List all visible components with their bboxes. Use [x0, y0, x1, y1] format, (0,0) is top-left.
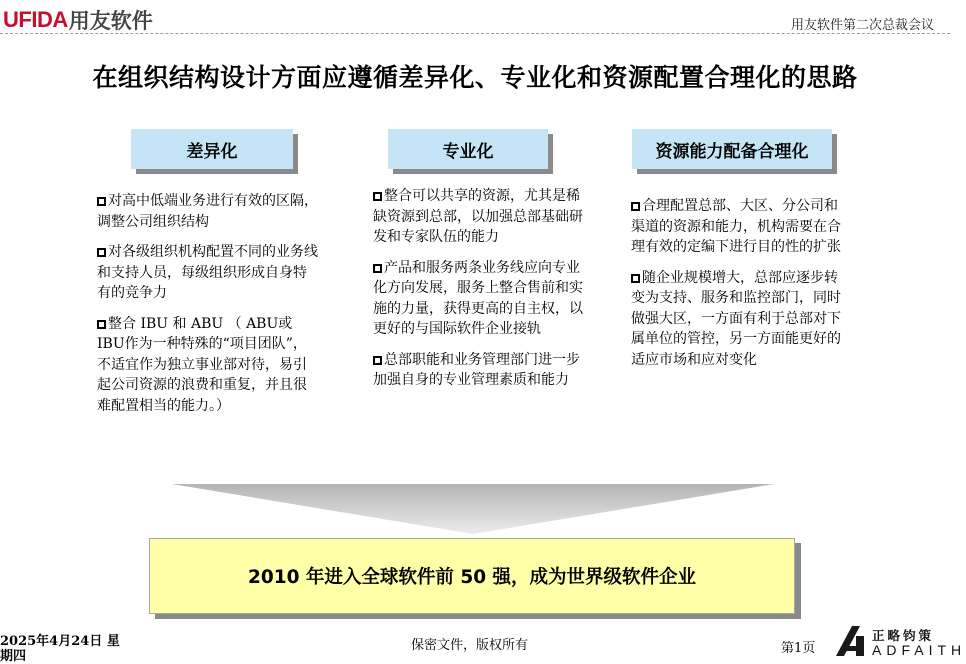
- heading-specialization: 专业化: [388, 129, 548, 169]
- bullet-item: 对各级组织机构配置不同的业务线和支持人员，每级组织形成自身特有的竞争力: [97, 244, 318, 301]
- brand-cn-text: 正略钧策: [872, 628, 935, 643]
- brand-en-text: ADFAITH: [872, 642, 966, 658]
- footer-date: 2025年4月24日 星期四: [0, 634, 120, 664]
- adfaith-logo: [830, 624, 966, 658]
- bullet-item: 合理配置总部、大区、分公司和渠道的资源和能力，机构需要在合理有效的定编下进行目的性的扩张: [631, 198, 841, 255]
- header-divider: [0, 33, 950, 34]
- checkbox-bullet-icon: [97, 197, 106, 206]
- checkbox-bullet-icon: [97, 248, 106, 257]
- checkbox-bullet-icon: [631, 202, 640, 211]
- bullet-item: 对高中低端业务进行有效的区隔，调整公司组织结构: [97, 193, 318, 230]
- bullet-item: 整合可以共享的资源，尤其是稀缺资源到总部，以加强总部基础研发和专家队伍的能力: [373, 188, 583, 245]
- logo-latin-text: UFIDA: [3, 7, 68, 32]
- page-number: 第1页: [781, 641, 816, 656]
- checkbox-bullet-icon: [97, 320, 106, 329]
- goal-text: 2010 年进入全球软件前 50 强，成为世界级软件企业: [247, 567, 697, 588]
- checkbox-bullet-icon: [373, 192, 382, 201]
- checkbox-bullet-icon: [373, 356, 382, 365]
- column-resource-allocation: [631, 196, 841, 380]
- bullet-item: 整合 IBU 和 ABU （ ABU或IBU作为一种特殊的“项目团队”，不适宜作为独立事业部对待，易引起公司资源的浪费和重复，并且很难配置相当的能力。）: [97, 315, 307, 414]
- goal-banner: [149, 538, 795, 614]
- checkbox-bullet-icon: [631, 274, 640, 283]
- adfaith-mark-icon: [830, 624, 870, 658]
- column-differentiation: [97, 191, 319, 426]
- bullet-item: 产品和服务两条业务线应向专业化方向发展，服务上整合售前和实施的力量，获得更高的自主权，以更好的与国际软件企业接轨: [373, 259, 583, 337]
- ufida-logo: [3, 6, 153, 34]
- bullet-item: 总部职能和业务管理部门进一步加强自身的专业管理素质和能力: [373, 351, 580, 388]
- down-arrow-icon: [172, 484, 774, 534]
- checkbox-bullet-icon: [373, 264, 382, 273]
- bullet-item: 随企业规模增大，总部应逐步转变为支持、服务和监控部门，同时做强大区，一方面有利于总部对下属单位的管控，另一方面能更好的适应市场和应对变化: [631, 269, 841, 368]
- column-specialization: [373, 186, 583, 401]
- conference-name: 用友软件第二次总裁会议: [790, 18, 934, 33]
- footer-confidential: 保密文件，版权所有: [411, 638, 529, 653]
- logo-cjk-text: 用友软件: [68, 9, 153, 33]
- slide-title: 在组织结构设计方面应遵循差异化、专业化和资源配置合理化的思路: [92, 63, 858, 92]
- heading-differentiation: 差异化: [131, 129, 293, 169]
- heading-resource-allocation: 资源能力配备合理化: [632, 129, 832, 169]
